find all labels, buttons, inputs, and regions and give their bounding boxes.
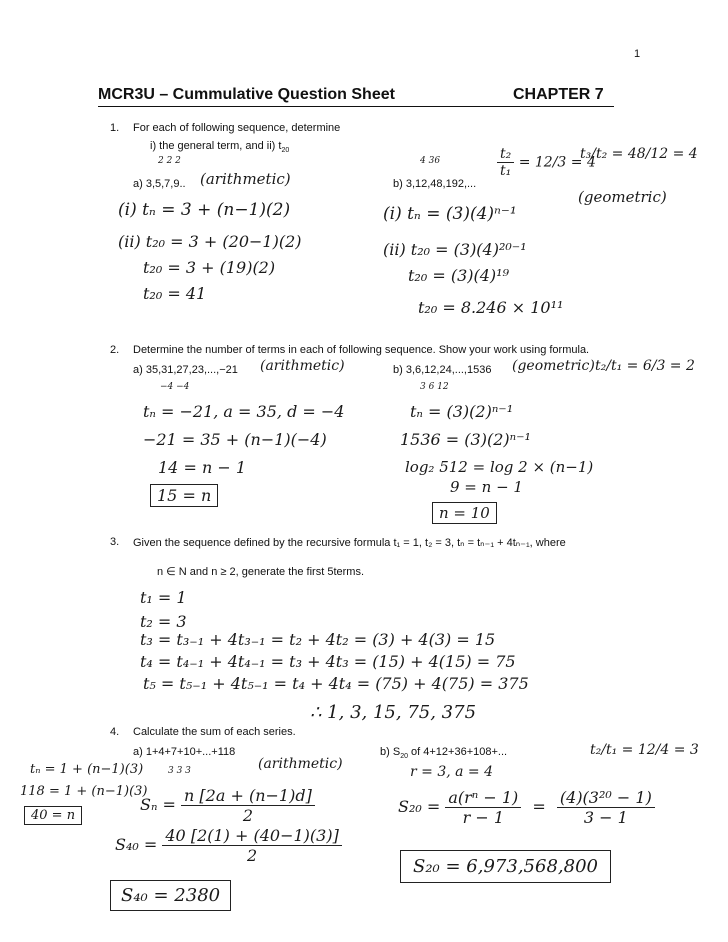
q2-number: 2. bbox=[110, 344, 120, 356]
q4a-diffs: 3 3 3 bbox=[168, 766, 191, 776]
q2a-line3: 14 = n − 1 bbox=[158, 458, 246, 477]
q1b-ratio-frac: $\frac{\text{t₂}}{\text{t₁}}$ bbox=[497, 146, 514, 179]
q4a-side-line1: tₙ = 1 + (n−1)(3) bbox=[30, 762, 144, 777]
q2b-label: b) 3,6,12,24,...,1536 bbox=[393, 364, 492, 376]
q3-line5: t₅ = t₅₋₁ + 4t₅₋₁ = t₄ + 4t₄ = (75) + 4(75) = 375 bbox=[143, 674, 529, 693]
q2b-line3: log₂ 512 = log 2 × (n−1) bbox=[405, 458, 594, 476]
q4a-note: (arithmetic) bbox=[258, 756, 343, 772]
q2b-terms: 3 6 12 bbox=[420, 382, 449, 392]
q2a-answer: 15 = n bbox=[150, 484, 218, 507]
q4b-ratio: t₂/t₁ = 12/4 = 3 bbox=[590, 742, 699, 758]
q3-prompt2: n ∈ N and n ≥ 2, generate the first 5terms. bbox=[157, 566, 364, 578]
q2a-line2: −21 = 35 + (n−1)(−4) bbox=[143, 430, 327, 449]
q1a-line1: (i) tₙ = 3 + (n−1)(2) bbox=[118, 200, 291, 220]
q1b-line3: t₂₀ = (3)(4)¹⁹ bbox=[408, 266, 509, 285]
q1a-line3: t₂₀ = 3 + (19)(2) bbox=[143, 258, 276, 277]
q4-prompt: Calculate the sum of each series. bbox=[133, 726, 296, 738]
q3-line3: t₃ = t₃₋₁ + 4t₃₋₁ = t₂ + 4t₂ = (3) + 4(3) = 15 bbox=[140, 630, 496, 649]
q2a-line1: tₙ = −21, a = 35, d = −4 bbox=[143, 402, 345, 421]
q4a-formula: Sₙ = $\frac{n [2a + (n-1)d]}{2}$ bbox=[140, 786, 315, 825]
q4b-answer: S₂₀ = 6,973,568,800 bbox=[400, 850, 611, 883]
q2b-answer: n = 10 bbox=[432, 502, 497, 524]
q1b-ratio-check2: t₃/t₂ = 48/12 = 4 bbox=[580, 146, 698, 162]
q1b-note: (geometric) bbox=[578, 188, 667, 206]
q1-subprompt: i) the general term, and ii) $t_{20}$ bbox=[150, 140, 290, 155]
q1a-note: (arithmetic) bbox=[200, 170, 291, 188]
q2b-ratio: t₂/t₁ = 6/3 = 2 bbox=[595, 358, 695, 374]
q1b-ratio-check: $\frac{\text{t₂}}{\text{t₁}}$ = 12/3 = 4 bbox=[497, 146, 596, 179]
q4a-formula-frac: $\frac{n [2a + (n-1)d]}{2}$ bbox=[181, 786, 315, 825]
q2a-note: (arithmetic) bbox=[260, 358, 345, 374]
q1a-label: a) 3,5,7,9.. bbox=[133, 178, 186, 190]
q2b-line4: 9 = n − 1 bbox=[450, 478, 523, 496]
q1a-line4: t₂₀ = 41 bbox=[143, 284, 207, 303]
q3-result: ∴ 1, 3, 15, 75, 375 bbox=[310, 702, 477, 723]
q4b-label: b) $S_{20}$ of 4+12+36+108+... bbox=[380, 746, 508, 761]
q1-number: 1. bbox=[110, 122, 120, 134]
q2a-diffs: −4 −4 bbox=[160, 382, 190, 392]
q1-prompt: For each of following sequence, determine bbox=[133, 122, 341, 134]
q3-line2: t₂ = 3 bbox=[140, 612, 187, 631]
q1b-line1: (i) tₙ = (3)(4)ⁿ⁻¹ bbox=[383, 204, 517, 224]
q2a-label: a) 35,31,27,23,...,−21 bbox=[133, 364, 238, 376]
chapter-label: CHAPTER 7 bbox=[513, 86, 604, 103]
q3-prompt: Given the sequence defined by the recursive formula t₁ = 1, t₂ = 3, tₙ = tₙ₋₁ + 4tₙ₋₁, where bbox=[133, 537, 566, 549]
q4a-substitution-frac: $\frac{40 [2(1) + (40-1)(3)]}{2}$ bbox=[162, 826, 341, 865]
q3-line1: t₁ = 1 bbox=[140, 588, 187, 607]
q1a-diffs: 2 2 2 bbox=[158, 156, 181, 166]
q4-number: 4. bbox=[110, 726, 120, 738]
q4a-substitution: S₄₀ = $\frac{40 [2(1) + (40-1)(3)]}{2}$ bbox=[115, 826, 342, 865]
q2b-line1: tₙ = (3)(2)ⁿ⁻¹ bbox=[410, 402, 514, 421]
q1b-label: b) 3,12,48,192,... bbox=[393, 178, 477, 190]
q1b-line4: t₂₀ = 8.246 × 10¹¹ bbox=[418, 298, 564, 317]
q4a-side-line2: 118 = 1 + (n−1)(3) bbox=[20, 784, 148, 799]
q4a-label: a) 1+4+7+10+...+118 bbox=[133, 746, 236, 758]
q2b-line2: 1536 = (3)(2)ⁿ⁻¹ bbox=[400, 430, 531, 449]
q1b-ratios: 4 36 bbox=[420, 156, 441, 166]
q1a-line2: (ii) t₂₀ = 3 + (20−1)(2) bbox=[118, 232, 302, 251]
q2-prompt: Determine the number of terms in each of following sequence. Show your work using formula. bbox=[133, 344, 590, 356]
q3-number: 3. bbox=[110, 536, 120, 548]
q3-line4: t₄ = t₄₋₁ + 4t₄₋₁ = t₃ + 4t₃ = (15) + 4(15) = 75 bbox=[140, 652, 516, 671]
q4b-formula: S₂₀ = $\frac{\text{a(rⁿ − 1)}}{r - 1}$ = $\frac{\text{(4)(3²⁰ − 1)}}{3 - 1}$ bbox=[398, 788, 655, 827]
q4a-side-answer: 40 = n bbox=[24, 806, 82, 825]
q1b-line2: (ii) t₂₀ = (3)(4)²⁰⁻¹ bbox=[383, 240, 527, 259]
q4b-formula-frac: $\frac{\text{a(rⁿ − 1)}}{r - 1}$ bbox=[445, 788, 521, 827]
page-title: MCR3U – Cummulative Question Sheet bbox=[98, 86, 395, 103]
q2b-note: (geometric) bbox=[512, 358, 595, 374]
q4a-answer: S₄₀ = 2380 bbox=[110, 880, 231, 911]
q4b-substitution-frac: $\frac{\text{(4)(3²⁰ − 1)}}{3 - 1}$ bbox=[557, 788, 655, 827]
page-number: 1 bbox=[634, 48, 641, 60]
q4b-line1: r = 3, a = 4 bbox=[410, 764, 494, 780]
